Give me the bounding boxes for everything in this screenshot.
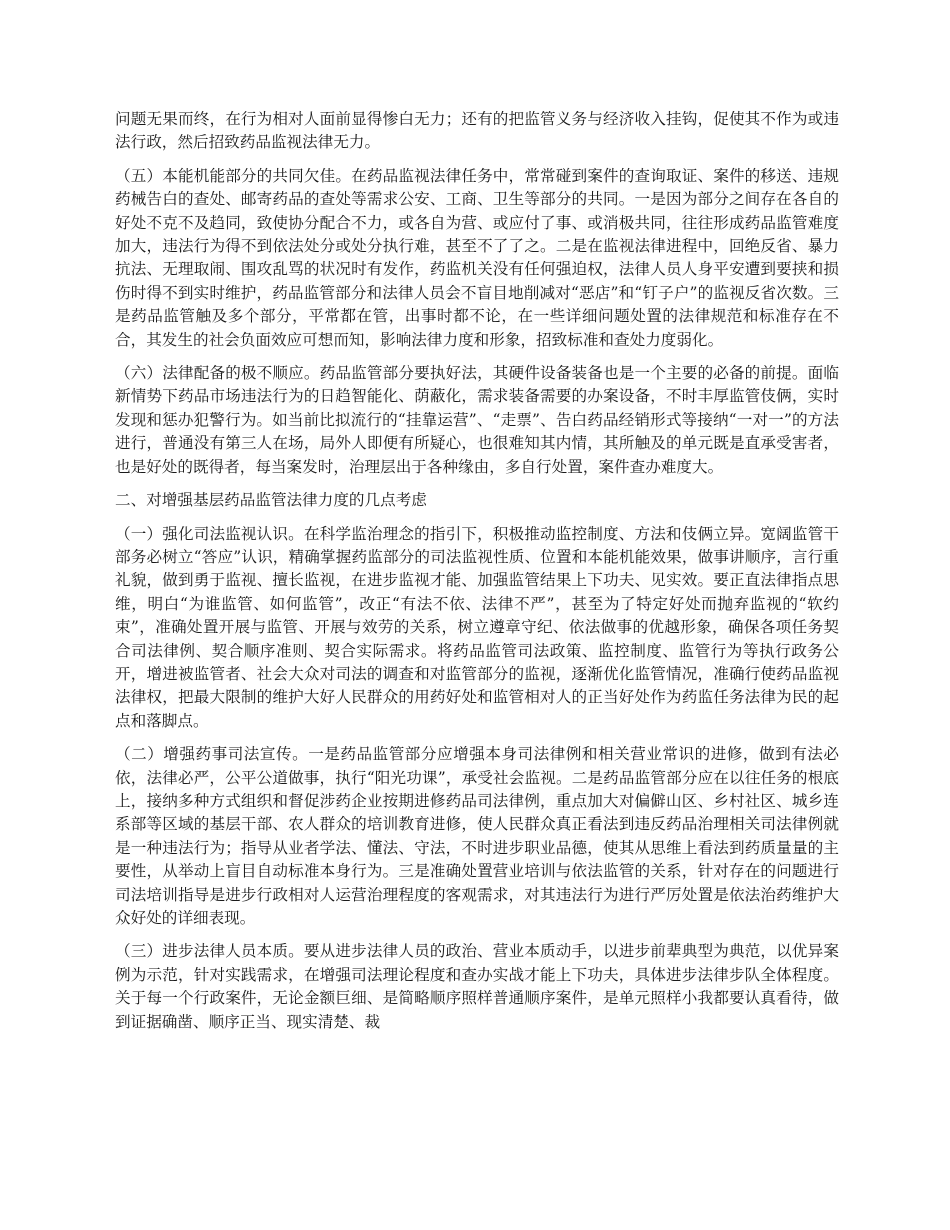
paragraph-section-5: （五）本能机能部分的共同欠佳。在药品监视法律任务中，常常碰到案件的查询取证、案件的移送、违规药械告白的查处、邮寄药品的查处等需求公安、工商、卫生等部分的共同。一是因为部分之间存在各自的好处不克不及趋同，致使协分配合不力，或各自为营、或应付了事、或消极共同，往往形成药品监管难度加大，违法行为得不到依法处分或处分执行难，甚至不了了之。二是在监视法律进程中，回绝反省、暴力抗法、无理取闹、围攻乱骂的状况时有发作，药监机关没有任何强迫权，法律人员人身平安遭到要挟和损伤时得不到实时维护，药品监管部分和法律人员会不盲目地削减对“恶店”和“钉子户”的监视反省次数。三是药品监管触及多个部分，平常都在管，出事时都不论，在一些详细问题处置的法律规范和标准存在不合，其发生的社会负面效应可想而知，影响法律力度和形象，招致标准和查处力度弱化。 [115,166,839,349]
paragraph-section-6: （六）法律配备的极不顺应。药品监管部分要执好法，其硬件设备装备也是一个主要的必备的前提。面临新情势下药品市场违法行为的日趋智能化、荫蔽化，需求装备需要的办案设备，不时丰厚监管伎俩，实时发现和惩办犯警行为。如当前比拟流行的“挂靠运营”、“走票”、告白药品经销形式等接纳“一对一”的方法进行，普通没有第三人在场，局外人即便有所疑心，也很难知其内情，其所触及的单元既是直承受害者，也是好处的既得者，每当案发时，治理层出于各种缘由，多自行处置，案件查办难度大。 [115,364,839,476]
paragraph-continuation: 问题无果而终，在行为相对人面前显得惨白无力；还有的把监管义务与经济收入挂钩，促使其不作为或违法行政，然后招致药品监视法律无力。 [115,110,839,152]
paragraph-subsection-1: （一）强化司法监视认识。在科学监治理念的指引下，积极推动监控制度、方法和伎俩立异。宽阔监管干部务必树立“答应”认识，精确掌握药监部分的司法监视性质、位置和本能机能效果，做事讲顺序，言行重礼貌，做到勇于监视、擅长监视，在进步监视才能、加强监管结果上下功夫、见实效。要正直法律指点思维，明白“为谁监管、如何监管”，改正“有法不依、法律不严”，甚至为了特定好处而抛弃监视的“软约束”，准确处置开展与监管、开展与效劳的关系，树立遵章守纪、依法做事的优越形象，确保各项任务契合司法律例、契合顺序准则、契合实际需求。将药品监管司法政策、监控制度、监管行为等执行政务公开，增进被监管者、社会大众对司法的调查和对监管部分的监视，逐渐优化监管情况，准确行使药品监视法律权，把最大限制的维护大好人民群众的用药好处和监管相对人的正当好处作为药监任务法律为民的起点和落脚点。 [115,524,839,730]
section-heading-2: 二、对增强基层药品监管法律力度的几点考虑 [115,491,427,510]
paragraph-subsection-2: （二）增强药事司法宣传。一是药品监管部分应增强本身司法律例和相关营业常识的进修，做到有法必依，法律必严，公平公道做事，执行“阳光功课”，承受社会监视。二是药品监管部分应在以往任务的根底上，接纳多种方式组织和督促涉药企业按期进修药品司法律例，重点加大对偏僻山区、乡村社区、城乡连系部等区域的基层干部、农人群众的培训教育进修，使人民群众真正看法到违反药品治理相关司法律例就是一种违法行为；指导从业者学法、懂法、守法，不时进步职业品德，使其从思维上看法到药质量量的主要性，从举动上盲目自动标准本身行为。三是准确处置营业培训与依法监管的关系，针对存在的问题进行司法培训指导是进步行政相对人运营治理程度的客观需求，对其违法行为进行严厉处置是依法治药维护大众好处的详细表现。 [115,745,839,927]
paragraph-subsection-3: （三）进步法律人员本质。要从进步法律人员的政治、营业本质动手，以进步前辈典型为典范，以优异案例为示范，针对实践需求，在增强司法理论程度和查办实战才能上下功夫，具体进步法律步队全体程度。关于每一个行政案件，无论金额巨细、是简略顺序照样普通顺序案件，是单元照样小我都要认真看待，做到证据确凿、顺序正当、现实清楚、裁 [115,942,839,1031]
document-page [115,108,839,1044]
